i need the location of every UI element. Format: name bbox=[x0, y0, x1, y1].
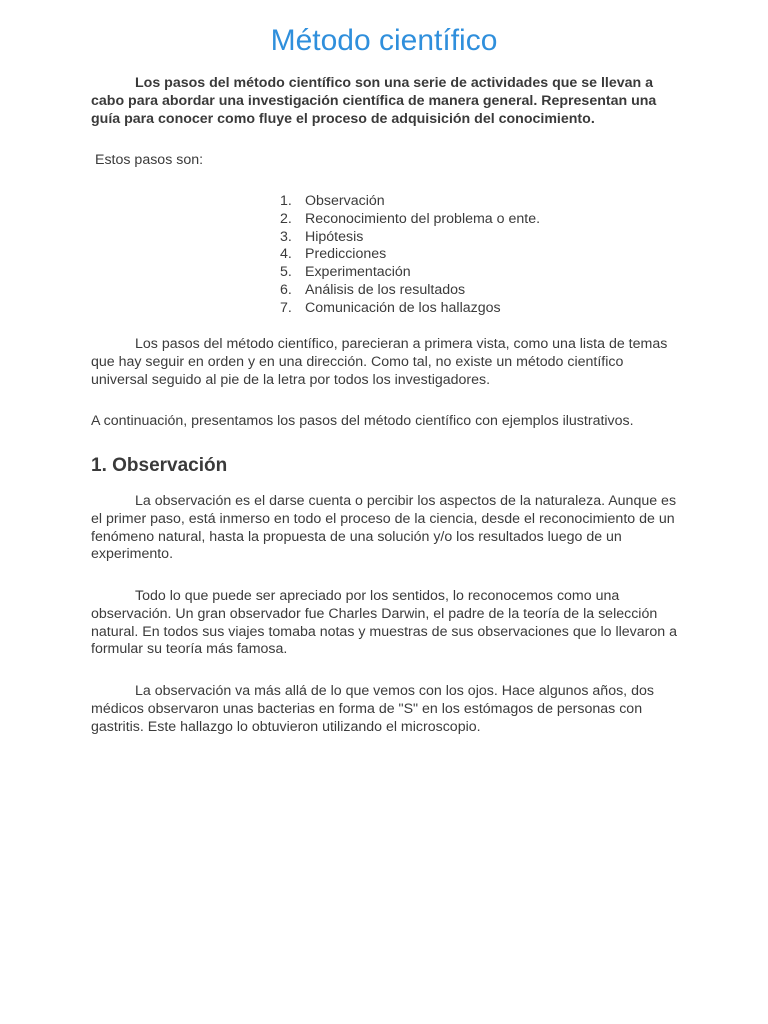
list-item bbox=[280, 300, 540, 318]
list-item-label: Hipótesis bbox=[305, 228, 364, 245]
body-paragraph: A continuación, presentamos los pasos del método científico con ejemplos ilustrativos. bbox=[91, 413, 634, 429]
list-item bbox=[280, 282, 540, 300]
body-paragraph: Los pasos del método científico, parecieran a primera vista, como una lista de temas que hay seguir en orden y en una dirección. Como tal, no existe un método científico universal seguido al pie de la letra por todos los investigadores. bbox=[91, 336, 668, 388]
list-item-label: Reconocimiento del problema o ente. bbox=[305, 210, 541, 227]
list-item-number: 7. bbox=[280, 299, 292, 316]
page-title: Método científico bbox=[270, 24, 498, 57]
section-paragraph: La observación va más allá de lo que vemos con los ojos. Hace algunos años, dos médicos observaron unas bacterias en forma de "S" en los estómagos de personas con gastritis. Este hallazgo lo obtuvieron utilizando el microscopio. bbox=[91, 683, 654, 735]
section-heading: 1. Observación bbox=[91, 455, 228, 476]
list-item-number: 2. bbox=[280, 210, 292, 227]
list-item-label: Observación bbox=[305, 193, 385, 209]
list-item-number: 1. bbox=[280, 193, 292, 209]
list-item-label: Análisis de los resultados bbox=[305, 281, 466, 298]
list-item-label: Experimentación bbox=[305, 264, 411, 281]
list-item-number: 5. bbox=[280, 264, 292, 281]
list-item-label: Predicciones bbox=[305, 246, 387, 263]
list-item-number: 4. bbox=[280, 246, 292, 263]
list-item bbox=[280, 229, 540, 247]
list-item bbox=[280, 246, 540, 264]
list-item-label: Comunicación de los hallazgos bbox=[305, 299, 501, 316]
list-item bbox=[280, 193, 540, 211]
list-item bbox=[280, 264, 540, 282]
steps-intro: Estos pasos son: bbox=[95, 152, 204, 168]
steps-list bbox=[280, 193, 540, 318]
section-paragraph: Todo lo que puede ser apreciado por los sentidos, lo reconocemos como una observación. Un gran observador fue Charles Darwin, el padre de la teoría de la selección natural. En todos sus viajes tomaba notas y muestras de sus observaciones que lo llevaron a formular su teoría más famosa. bbox=[91, 588, 677, 658]
list-item-number: 6. bbox=[280, 281, 292, 298]
intro-paragraph: Los pasos del método científico son una serie de actividades que se llevan a cabo para abordar una investigación científica de manera general. Representan una guía para conocer como fluye el proceso de adquisición del conocimiento. bbox=[91, 75, 657, 127]
section-paragraph: La observación es el darse cuenta o percibir los aspectos de la naturaleza. Aunque es el primer paso, está inmerso en todo el proceso de la ciencia, desde el reconocimiento de un fenómeno natural, hasta la propuesta de una solución y/o los resultados luego de un experimento. bbox=[91, 493, 677, 563]
list-item-number: 3. bbox=[280, 228, 292, 245]
list-item bbox=[280, 211, 540, 229]
